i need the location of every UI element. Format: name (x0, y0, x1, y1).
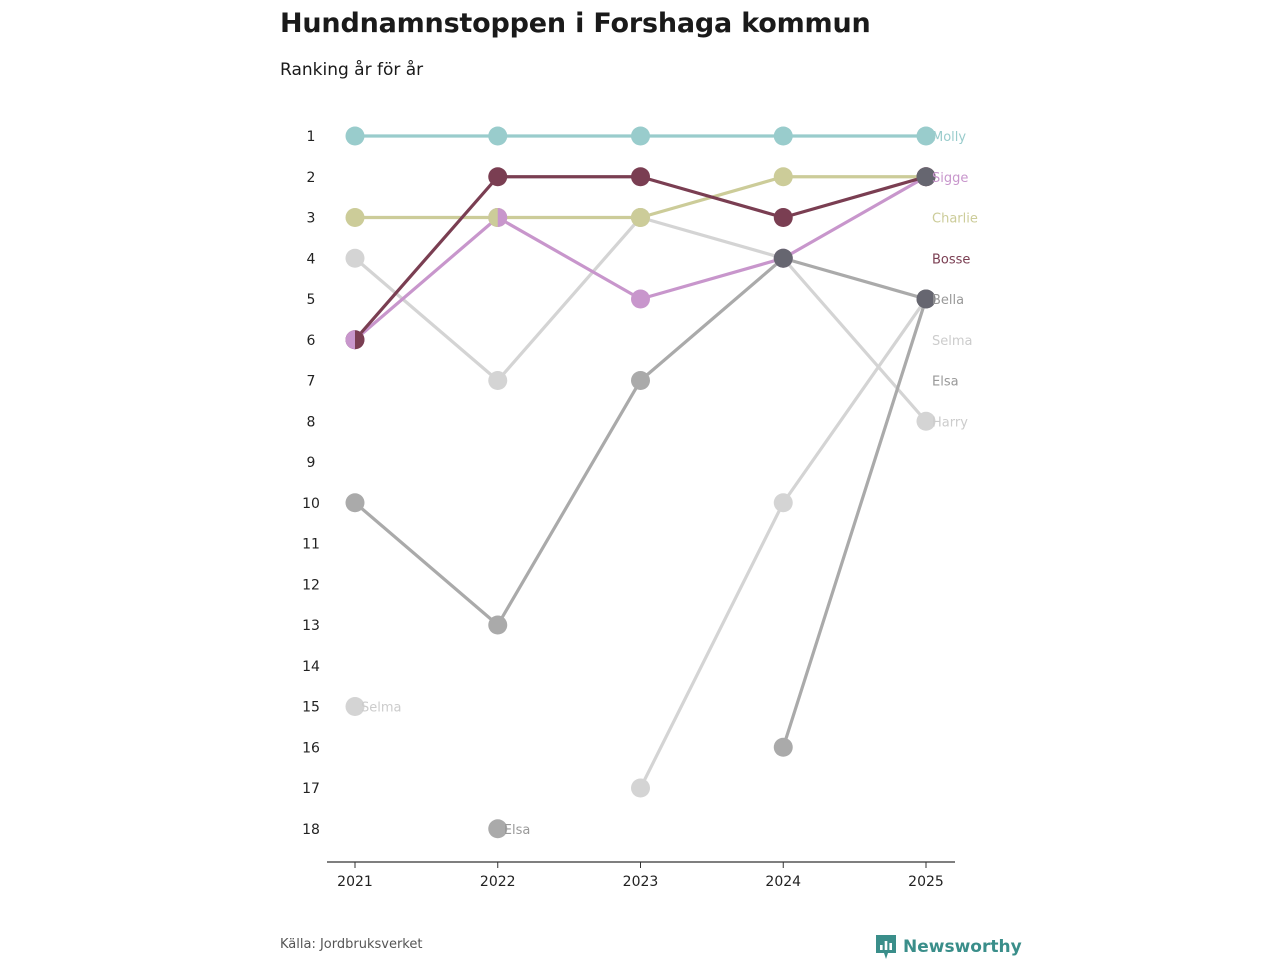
y-tick-label: 9 (306, 455, 316, 471)
end-label-selma: Selma (932, 333, 973, 349)
series-point-molly (488, 127, 507, 146)
y-tick-label: 1 (306, 129, 316, 145)
series-point-harry (346, 249, 365, 268)
end-label-bosse: Bosse (932, 252, 971, 268)
series-point-half (346, 330, 356, 349)
x-tick-label: 2023 (622, 874, 659, 890)
series-markers (346, 127, 936, 839)
series-line-bosse (355, 177, 926, 340)
y-tick-label: 10 (302, 495, 320, 512)
series-lines (355, 136, 926, 788)
y-tick-label: 8 (306, 414, 316, 431)
series-point-molly (774, 127, 793, 146)
x-axis-ticks (337, 862, 944, 890)
source-note: Källa: Jordbruksverket (280, 937, 423, 952)
series-point-bosse (488, 167, 507, 186)
y-tick-label: 6 (306, 332, 316, 349)
series-point-charlie (774, 167, 793, 186)
y-tick-label: 2 (306, 169, 316, 186)
overlap-point (774, 249, 793, 268)
series-point-molly (346, 127, 365, 146)
series-line-bella (783, 299, 926, 747)
series-point-elsa (346, 493, 365, 512)
end-label-elsa: Elsa (932, 374, 959, 390)
y-tick-label: 7 (306, 373, 316, 390)
series-point-bosse (774, 208, 793, 227)
y-axis-ticks (302, 129, 320, 838)
y-tick-label: 18 (302, 821, 320, 838)
series-point-sigge (631, 290, 650, 309)
x-tick-label: 2022 (479, 874, 516, 890)
y-tick-label: 16 (302, 740, 320, 757)
y-tick-label: 13 (302, 618, 320, 634)
y-tick-label: 4 (306, 251, 316, 268)
end-label-molly: Molly (932, 130, 967, 145)
x-tick-label: 2021 (337, 874, 373, 890)
series-point-harry (488, 371, 507, 390)
y-tick-label: 11 (302, 536, 320, 553)
chart-subtitle: Ranking år för år (280, 60, 424, 80)
y-tick-label: 5 (306, 292, 316, 308)
x-tick-label: 2024 (765, 874, 802, 890)
series-point-selma (774, 493, 793, 512)
series-point-bosse (631, 167, 650, 186)
chart-title: Hundnamnstoppen i Forshaga kommun (280, 8, 871, 39)
y-tick-label: 17 (302, 781, 320, 797)
brand-logo (875, 934, 1022, 960)
y-tick-label: 15 (302, 699, 320, 716)
y-tick-label: 14 (302, 658, 320, 675)
inline-label-elsa: Elsa (503, 822, 531, 838)
series-point-molly (631, 127, 650, 146)
inline-label-selma: Selma (361, 700, 402, 716)
y-tick-label: 12 (302, 577, 320, 594)
series-point-bella (774, 738, 793, 757)
y-tick-label: 3 (306, 210, 316, 227)
series-point-half (631, 208, 641, 227)
series-point-elsa (631, 371, 650, 390)
series-line-harry (355, 218, 926, 422)
newsworthy-logo-icon (875, 934, 897, 960)
series-point-selma (631, 779, 650, 798)
end-label-bella: Bella (932, 293, 965, 308)
end-label-charlie: Charlie (932, 211, 978, 227)
series-point-elsa (488, 616, 507, 635)
brand-name: Newsworthy (903, 937, 1022, 957)
end-label-harry: Harry (932, 415, 968, 431)
end-label-sigge: Sigge (932, 170, 969, 186)
series-point-charlie (346, 208, 365, 227)
x-tick-label: 2025 (908, 874, 944, 890)
